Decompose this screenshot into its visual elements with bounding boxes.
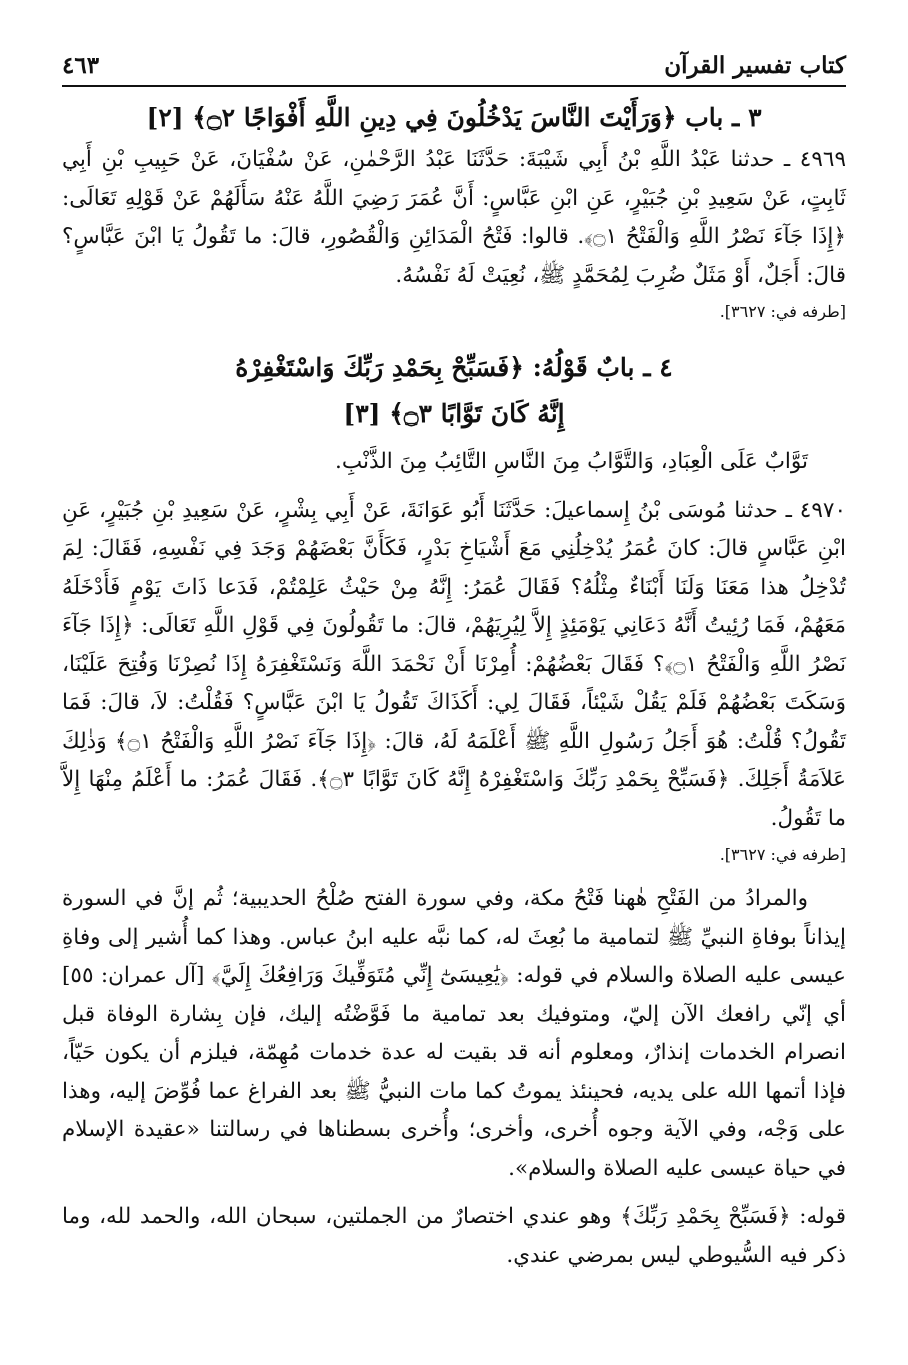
chapter-3-heading: ٣ ـ باب ﴿وَرَأَيْتَ النَّاسَ يَدْخُلُونَ فِي دِينِ اللَّهِ أَفْوَاجًا ۝٢﴾ [٢]: [146, 103, 762, 132]
tawwab-definition: تَوَّابٌ عَلَى الْعِبَادِ، وَالتَّوَّابُ مِنَ النَّاسِ التَّائِبُ مِنَ الذَّنْبِ.: [335, 449, 808, 474]
page-number: ٤٦٣: [62, 52, 100, 79]
page-header: [62, 52, 846, 87]
hadith-4969: ٤٩٦٩ ـ حدثنا عَبْدُ اللَّهِ بْنُ أَبِي شَيْبَةَ: حَدَّثَنَا عَبْدُ الرَّحْمٰنِ، عَنْ سُفْيَانَ، عَنْ حَبِيبِ بْنِ أَبِي ثَابِتٍ، عَنْ سَعِيدِ بْنِ جُبَيْرٍ، عَنِ ابْنِ عَبَّاسٍ: أَنَّ عُمَرَ رَضِيَ اللَّهُ عَنْهُ سَأَلَهُمْ عَنْ قَوْلِهِ تَعَالَى: ﴿إِذَا جَآءَ نَصْرُ اللَّهِ وَالْفَتْحُ ۝١﴾. قالوا: فَتْحُ الْمَدَائِنِ وَالْقُصُورِ، قالَ: ما تَقُولُ يَا ابْنَ عَبَّاسٍ؟ قالَ: أَجَلٌ، أَوْ مَثَلٌ ضُرِبَ لِمُحَمَّدٍ ﷺ، نُعِيَتْ لَهُ نَفْسُهُ.: [62, 147, 846, 288]
commentary-paragraph-2: قوله: ﴿فَسَبِّحْ بِحَمْدِ رَبِّكَ﴾ وهو عندي اختصارٌ من الجملتين، سبحان الله، والحمد لله، وما ذكر فيه السُّيوطي ليس بمرضي عندي.: [62, 1204, 846, 1268]
hadith-4969-cross-reference: [طرفه في: ٣٦٢٧].: [719, 302, 846, 321]
chapter-4-heading-line-2: إِنَّهُ كَانَ تَوَّابًا ۝٣﴾ [٣]: [343, 399, 565, 428]
chapter-4-heading-line-1: ٤ ـ بابٌ قَوْلُهُ: ﴿فَسَبِّحْ بِحَمْدِ رَبِّكَ وَاسْتَغْفِرْهُ: [235, 353, 673, 382]
hadith-4970: ٤٩٧٠ ـ حدثنا مُوسَى بْنُ إِسماعيلَ: حَدَّثَنَا أَبُو عَوَانَةَ، عَنْ أَبِي بِشْرٍ، عَنْ سَعِيدِ بْنِ جُبَيْرٍ، عَنِ ابْنِ عَبَّاسٍ قالَ: كانَ عُمَرُ يُدْخِلُنِي مَعَ أَشْيَاخِ بَدْرٍ، فَكَأَنَّ بَعْضَهُمْ وَجَدَ فِي نَفْسِهِ، فَقَالَ: لِمَ تُدْخِلُ هذا مَعَنَا وَلَنَا أَبْنَاءٌ مِثْلُهُ؟ فَقَالَ عُمَرُ: إِنَّهُ مِنْ حَيْثُ عَلِمْتُمْ، فَدَعا ذَاتَ يَوْمٍ فَأَدْخَلَهُ مَعَهُمْ، فَمَا رُئِيتُ أَنَّهُ دَعَانِي يَوْمَئِذٍ إِلاَّ لِيُرِيَهُمْ، قالَ: ما تَقُولُونَ فِي قَوْلِ اللَّهِ تَعَالَى: ﴿إِذَا جَآءَ نَصْرُ اللَّهِ وَالْفَتْحُ ۝١﴾؟ فَقَالَ بَعْضُهُمْ: أُمِرْنَا أَنْ نَحْمَدَ اللَّهَ وَنَسْتَغْفِرَهُ إِذَا نُصِرْنَا وَفُتِحَ عَلَيْنَا، وَسَكَتَ بَعْضُهُمْ فَلَمْ يَقُلْ شَيْئاً، فَقَالَ لِي: أَكَذَاكَ تَقُولُ يَا ابْنَ عَبَّاسٍ؟ فَقُلْتُ: لاَ، قالَ: فَمَا تَقُولُ؟ قُلْتُ: هُوَ أَجَلُ رَسُولِ اللَّهِ ﷺ أَعْلَمَهُ لَهُ، قالَ: ﴿إِذَا جَآءَ نَصْرُ اللَّهِ وَالْفَتْحُ ۝١﴾ وَذٰلِكَ عَلاَمَةُ أَجَلِكَ. ﴿فَسَبِّحْ بِحَمْدِ رَبِّكَ وَاسْتَغْفِرْهُ إِنَّهُ كَانَ تَوَّابًا ۝٣﴾. فَقَالَ عُمَرُ: ما أَعْلَمُ مِنْهَا إِلاَّ ما تَقُولُ.: [62, 497, 846, 831]
hadith-4970-cross-reference: [طرفه في: ٣٦٢٧].: [719, 845, 846, 864]
book-title: كتاب تفسير القرآن: [664, 52, 846, 79]
commentary-paragraph-1: والمرادُ من الفَتْحِ هٰهنا فَتْحُ مكة، وفي سورة الفتح صُلْحُ الحديبية؛ ثُم إنَّ في السورة إيذاناً بوفاةِ النبيِّ ﷺ لتمامية ما بُعِثَ له، كما نبَّه عليه ابنُ عباس. وهذا كما أُشير إلى وفاةِ عيسى عليه الصلاة والسلام في قوله: ﴿يَٰعِيسَىٰٓ إِنِّي مُتَوَفِّيكَ وَرَافِعُكَ إِلَيَّ﴾ [آل عمران: ٥٥] أي إنّي رافعك الآن إليّ، ومتوفيك بعد تمامية ما فَوَّضْتُه إليك، فإن بِشارة الوفاة قبل انصرام الخدمات إنذارٌ، ومعلوم أنه قد بقيت له عدة خدمات مُهِمّة، فيلزم أن يكون حَيّاً، فإذا أتمها الله على يديه، فحينئذ يموتُ كما مات النبيُّ ﷺ بعد الفراغ عما فُوِّضَ إليه، وهذا على وَجْه، وفي الآية وجوه أُخرى، وأخرى؛ وأُخرى بسطناها في رسالتنا «عقيدة الإسلام في حياة عيسى عليه الصلاة والسلام».: [62, 886, 846, 1181]
